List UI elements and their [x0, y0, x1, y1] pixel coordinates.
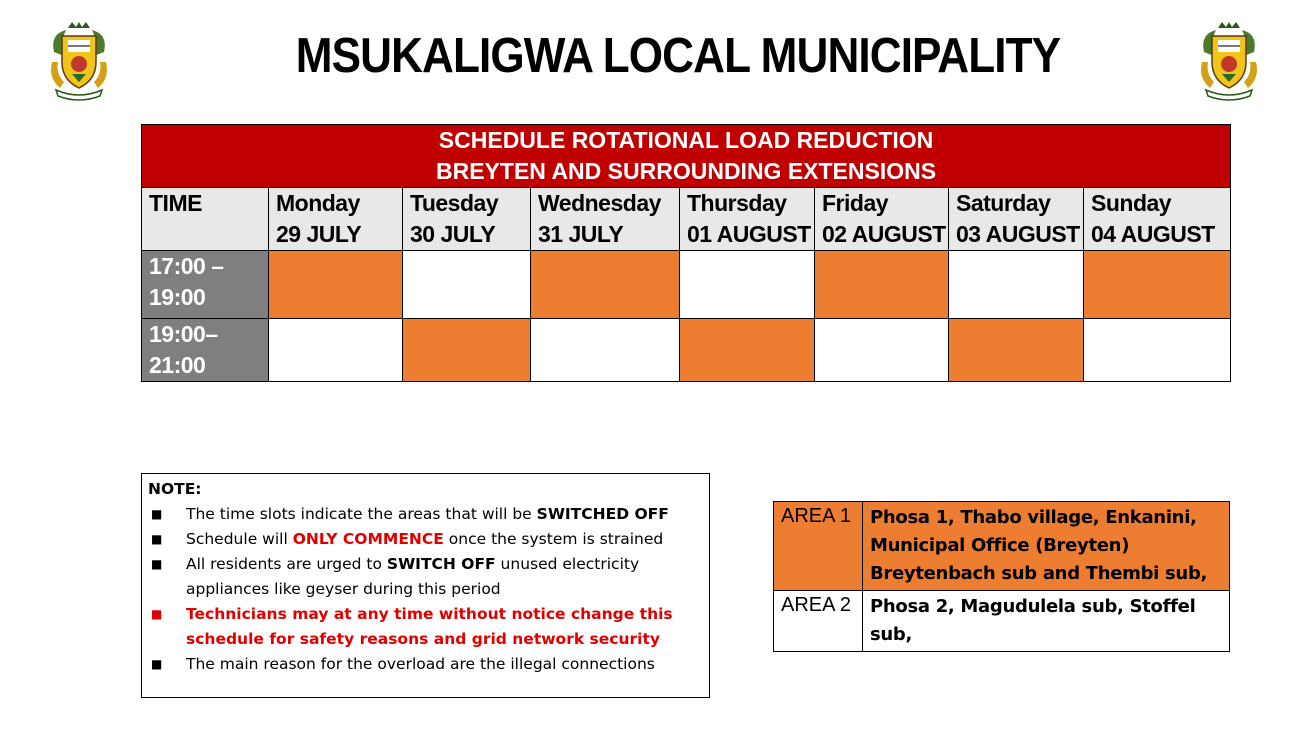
day-header	[269, 188, 403, 251]
day-header	[949, 188, 1084, 251]
schedule-cell	[403, 319, 531, 382]
schedule-cell	[949, 319, 1084, 382]
note-emphasis: ONLY COMMENCE	[292, 530, 444, 548]
square-bullet-icon: ■	[151, 532, 163, 546]
time-slot-label	[142, 319, 269, 382]
page-title: MSUKALIGWA LOCAL MUNICIPALITY	[295, 29, 1061, 83]
note-text: All residents are urged to	[186, 555, 387, 573]
area-label: AREA 2	[774, 591, 863, 652]
square-bullet-icon: ■	[151, 657, 163, 671]
note-text: unused electricity appliances like geyser during this period	[186, 555, 640, 598]
schedule-title	[142, 125, 1231, 188]
area-label: AREA 1	[774, 502, 863, 591]
time-slot-end: 21:00	[149, 352, 206, 378]
schedule-cell	[1084, 251, 1231, 319]
time-slot-start: 17:00 –	[149, 253, 224, 279]
day-name: Friday	[822, 190, 889, 216]
time-slot-label	[142, 251, 269, 319]
area-description: Phosa 1, Thabo village, Enkanini, Municipal Office (Breyten) Breytenbach sub and Thembi sub,	[863, 502, 1230, 591]
schedule-title-row	[142, 125, 1231, 188]
note-item	[148, 527, 703, 552]
day-header	[815, 188, 949, 251]
day-date: 02 AUGUST	[822, 221, 946, 247]
note-text: The time slots indicate the areas that will be	[186, 505, 537, 523]
day-date: 29 JULY	[276, 221, 362, 247]
day-date: 03 AUGUST	[956, 221, 1080, 247]
area-row	[774, 591, 1230, 652]
schedule-cell	[531, 251, 680, 319]
day-name: Wednesday	[538, 190, 661, 216]
time-slot-end: 19:00	[149, 284, 206, 310]
square-bullet-icon: ■	[151, 557, 163, 571]
note-text: once the system is strained	[443, 530, 664, 548]
day-header	[680, 188, 815, 251]
note-item	[148, 652, 703, 677]
schedule-cell	[1084, 319, 1231, 382]
note-text: Schedule will	[186, 530, 293, 548]
note-emphasis: SWITCH OFF	[386, 555, 496, 573]
day-name: Saturday	[956, 190, 1051, 216]
day-header-row	[142, 188, 1231, 251]
time-slot-row	[142, 251, 1231, 319]
schedule-cell	[531, 319, 680, 382]
day-name: Sunday	[1091, 190, 1172, 216]
day-name: Tuesday	[410, 190, 499, 216]
day-date: 04 AUGUST	[1091, 221, 1215, 247]
schedule-cell	[815, 319, 949, 382]
note-text: The main reason for the overload are the illegal connections	[186, 655, 655, 673]
day-header	[531, 188, 680, 251]
day-name: Monday	[276, 190, 360, 216]
day-date: 31 JULY	[538, 221, 624, 247]
note-text: Technicians may at any time without notice change this schedule for safety reasons and grid network security	[186, 605, 673, 648]
schedule-cell	[949, 251, 1084, 319]
note-box	[141, 473, 710, 698]
area-row	[774, 502, 1230, 591]
day-name: Thursday	[687, 190, 787, 216]
area-description: Phosa 2, Magudulela sub, Stoffel sub,	[863, 591, 1230, 652]
note-heading: NOTE:	[148, 480, 202, 498]
day-date: 30 JULY	[410, 221, 496, 247]
note-list	[148, 502, 703, 677]
areas-table	[773, 501, 1230, 652]
day-date: 01 AUGUST	[687, 221, 811, 247]
note-item	[148, 502, 703, 527]
time-slot-row	[142, 319, 1231, 382]
time-slot-start: 19:00–	[149, 321, 218, 347]
schedule-cell	[269, 319, 403, 382]
schedule-title-line1: SCHEDULE ROTATIONAL LOAD REDUCTION	[438, 127, 934, 153]
schedule-title-line2: BREYTEN AND SURROUNDING EXTENSIONS	[436, 158, 937, 184]
time-column-header: TIME	[142, 188, 269, 251]
schedule-cell	[680, 319, 815, 382]
square-bullet-icon: ■	[151, 607, 163, 621]
schedule-cell	[680, 251, 815, 319]
schedule-cell	[815, 251, 949, 319]
schedule-cell	[403, 251, 531, 319]
load-reduction-schedule-table	[141, 124, 1231, 382]
note-emphasis: SWITCHED OFF	[536, 505, 669, 523]
note-item-warning	[148, 602, 703, 652]
square-bullet-icon: ■	[151, 507, 163, 521]
note-item	[148, 552, 703, 602]
schedule-cell	[269, 251, 403, 319]
day-header	[403, 188, 531, 251]
day-header	[1084, 188, 1231, 251]
